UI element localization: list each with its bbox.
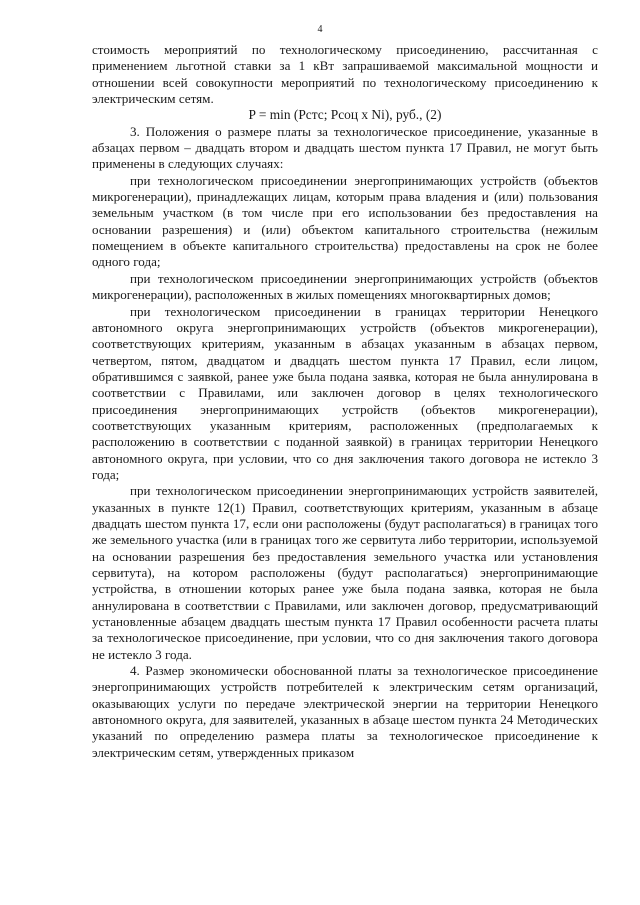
paragraph-3-case-d: при технологическом присоединении энергопринимающих устройств заявителей, указанных в пункте 12(1) Правил, соответствующих критериям, указанным в абзаце двадцать шестом пункта 17, если они расположены (будут располагаться) в границах того же земельного участка (или в границах того же сервитута либо территории, используемой на основании разрешения без предоставления земельного участка или установления сервитута), на котором расположены (будут располагаться) энергопринимающие устройства, в отношении которых ранее уже была подана заявка, которая не была аннулирована в соответствии с Правилами, или заключен договор, предусматривающий установленные абзацем двадцать шестым пункта 17 Правил особенности расчета платы за технологическое присоединение, при условии, что со дня заключения такого договора не истекло 3 года. — [92, 483, 598, 662]
paragraph-3-case-a: при технологическом присоединении энергопринимающих устройств (объектов микрогенерации), принадлежащих лицам, которым права владения и (или) пользования земельным участком (в том числе при его использовании без предоставления на основании разрешения) и (или) объектом капитального строительства (нежилым помещением в объекте капитального строительства) предоставлены на срок не более одного года; — [92, 172, 598, 270]
paragraph-intro: стоимость мероприятий по технологическому присоединению, рассчитанная с применением льготной ставки за 1 кВт запрашиваемой максимальной мощности и отношении всей совокупности мероприятий по технологическому присоединению к электрическим сетям. — [92, 42, 598, 107]
paragraph-3-case-c: при технологическом присоединении в границах территории Ненецкого автономного округа энергопринимающих устройств (объектов микрогенерации), соответствующих критериям, указанным в абзацах указанным в абзацах первом, четвертом, пятом, двадцатом и двадцать шестом пункта 17 Правил, если лицом, обратившимся с заявкой, ранее уже была подана заявка, которая не была аннулирована в соответствии с Правилами, или заключен договор в целях технологического присоединения энергопринимающих устройств (объектов микрогенерации), соответствующих указанным критериям, расположенных (предполагаемых к расположению в соответствии с поданной заявкой) в границах территории Ненецкого автономного округа, при условии, что со дня заключения такого договора не истекло 3 года; — [92, 303, 598, 482]
paragraph-3-case-b: при технологическом присоединении энергопринимающих устройств (объектов микрогенерации), расположенных в жилых помещениях многоквартирных домов; — [92, 270, 598, 303]
paragraph-3: 3. Положения о размере платы за технологическое присоединение, указанные в абзацах первом – двадцать втором и двадцать шестом пункта 17 Правил, не могут быть применены в следующих случаях: — [92, 123, 598, 172]
page-number: 4 — [317, 24, 323, 35]
formula: P = min (Pстс; Pсоц x Ni), руб., (2) — [248, 107, 442, 123]
paragraph-4: 4. Размер экономически обоснованной платы за технологическое присоединение энергопринимающих устройств потребителей к электрическим сетям организаций, оказывающих услуги по передаче электрической энергии на территории Ненецкого автономного округа, для заявителей, указанных в абзаце шестом пункта 24 Методических указаний по определению размера платы за технологическое присоединение к электрическим сетям, утвержденных приказом — [92, 663, 598, 760]
document-body — [92, 42, 598, 761]
